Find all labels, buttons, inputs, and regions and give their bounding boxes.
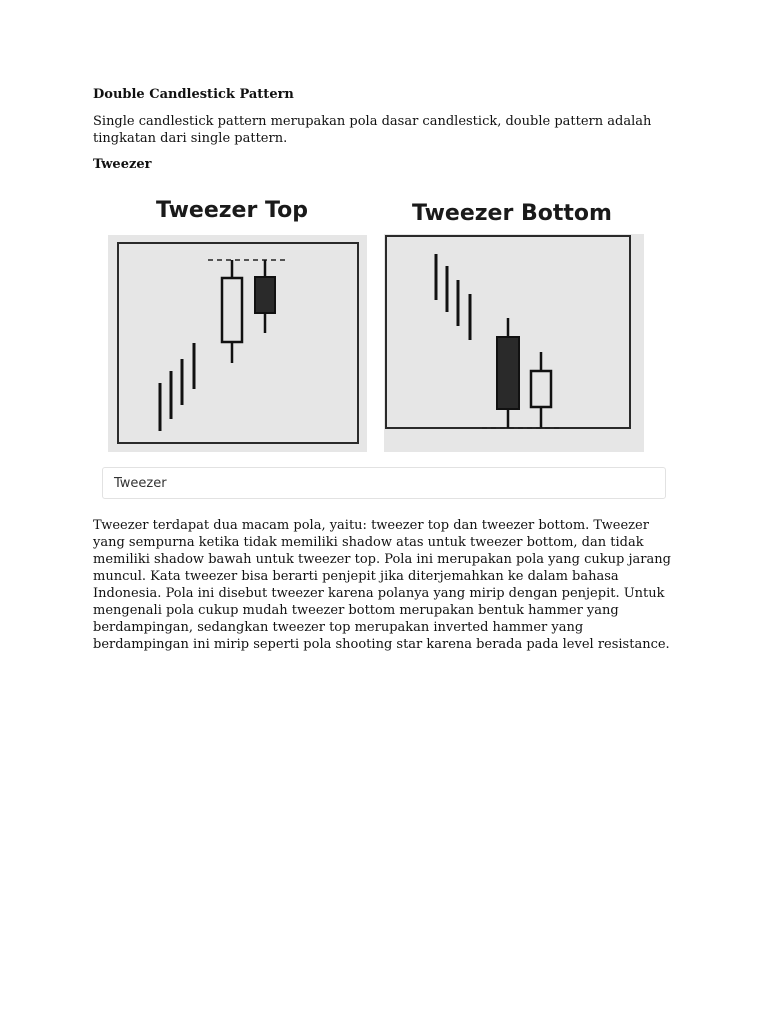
figure-caption	[102, 467, 666, 499]
body-paragraph: Tweezer terdapat dua macam pola, yaitu: tweezer top dan tweezer bottom. Tweezer yang sempurna ketika tidak memiliki shadow atas untuk tweezer bottom, dan tidak memiliki shadow bawah untuk tweezer top. Pola ini merupakan pola yang cukup jarang muncul. Kata tweezer bisa berarti penjepit jika diterjemahkan ke dalam bahasa Indonesia. Pola ini disebut tweezer karena polanya yang mirip dengan penjepit. Untuk mengenali pola cukup mudah tweezer bottom merupakan bentuk hammer yang berdampingan, sedangkan tweezer top merupakan inverted hammer yang berdampingan ini mirip seperti pola shooting star karena berada pada level resistance.	[93, 518, 671, 652]
tweezer-top-title: Tweezer Top	[156, 198, 308, 223]
candle-2-body	[531, 371, 551, 407]
candle-1-body	[497, 337, 519, 409]
document-heading: Double Candlestick Pattern	[93, 87, 294, 102]
candle-2-body	[255, 277, 275, 313]
section-heading: Tweezer	[93, 157, 152, 172]
figure-caption-text: Tweezer	[114, 476, 167, 491]
document-page	[93, 86, 678, 174]
tweezer-figure	[108, 192, 648, 454]
candle-1-body	[222, 278, 242, 342]
tweezer-bottom-title: Tweezer Bottom	[412, 201, 612, 226]
tweezer-bottom-panel	[384, 234, 644, 452]
tweezer-bottom-diagram	[384, 234, 644, 452]
intro-paragraph: Single candlestick pattern merupakan pola dasar candlestick, double pattern adalah tingkatan dari single pattern.	[93, 114, 652, 146]
tweezer-top-diagram	[108, 235, 367, 452]
tweezer-top-panel	[108, 235, 367, 452]
